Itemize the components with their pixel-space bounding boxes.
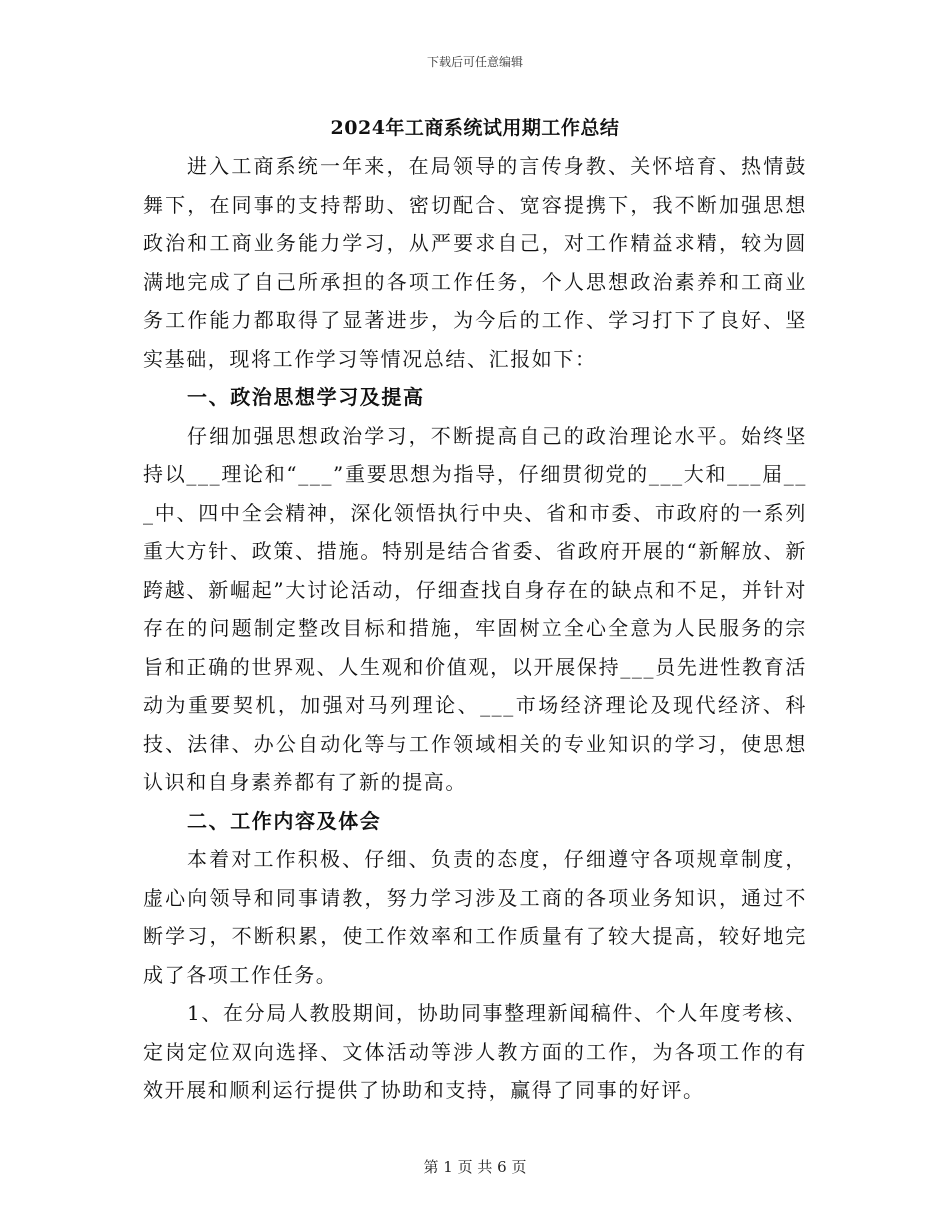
section-1-paragraph: 仔细加强思想政治学习，不断提高自己的政治理论水平。始终坚持以___理论和“___”重要思想为指导，仔细贯彻党的___大和___届___中、四中全会精神，深化领悟执行中央、省和市委、市政府的一系列重大方针、政策、措施。特别是结合省委、省政府开展的“新解放、新跨越、新崛起”大讨论活动，仔细查找自身存在的缺点和不足，并针对存在的问题制定整改目标和措施，牢固树立全心全意为人民服务的宗旨和正确的世界观、人生观和价值观，以开展保持___员先进性教育活动为重要契机，加强对马列理论、___市场经济理论及现代经济、科技、法律、办公自动化等与工作领域相关的专业知识的学习，使思想认识和自身素养都有了新的提高。	[143, 423, 807, 794]
document-title: 2024年工商系统试用期工作总结	[330, 117, 620, 139]
page-number: 第 1 页 共 6 页	[423, 1158, 527, 1176]
section-2-item-1: 1、在分局人教股期间，协助同事整理新闻稿件、个人年度考核、定岗定位双向选择、文体活动等涉人教方面的工作，为各项工作的有效开展和顺利运行提供了协助和支持，赢得了同事的好评。	[143, 1001, 807, 1102]
section-2-paragraph: 本着对工作积极、仔细、负责的态度，仔细遵守各项规章制度，虚心向领导和同事请教，努力学习涉及工商的各项业务知识，通过不断学习，不断积累，使工作效率和工作质量有了较大提高，较好地完成了各项工作任务。	[143, 847, 807, 987]
intro-paragraph: 进入工商系统一年来，在局领导的言传身教、关怀培育、热情鼓舞下，在同事的支持帮助、密切配合、宽容提携下，我不断加强思想政治和工商业务能力学习，从严要求自己，对工作精益求精，较为圆满地完成了自己所承担的各项工作任务，个人思想政治素养和工商业务工作能力都取得了显著进步，为今后的工作、学习打下了良好、坚实基础，现将工作学习等情况总结、汇报如下：	[143, 154, 807, 371]
section-1-heading: 一、政治思想学习及提高	[187, 385, 425, 409]
section-2-heading: 二、工作内容及体会	[187, 808, 382, 833]
document-body	[143, 147, 807, 1110]
page-header-note: 下载后可任意编辑	[426, 55, 523, 69]
